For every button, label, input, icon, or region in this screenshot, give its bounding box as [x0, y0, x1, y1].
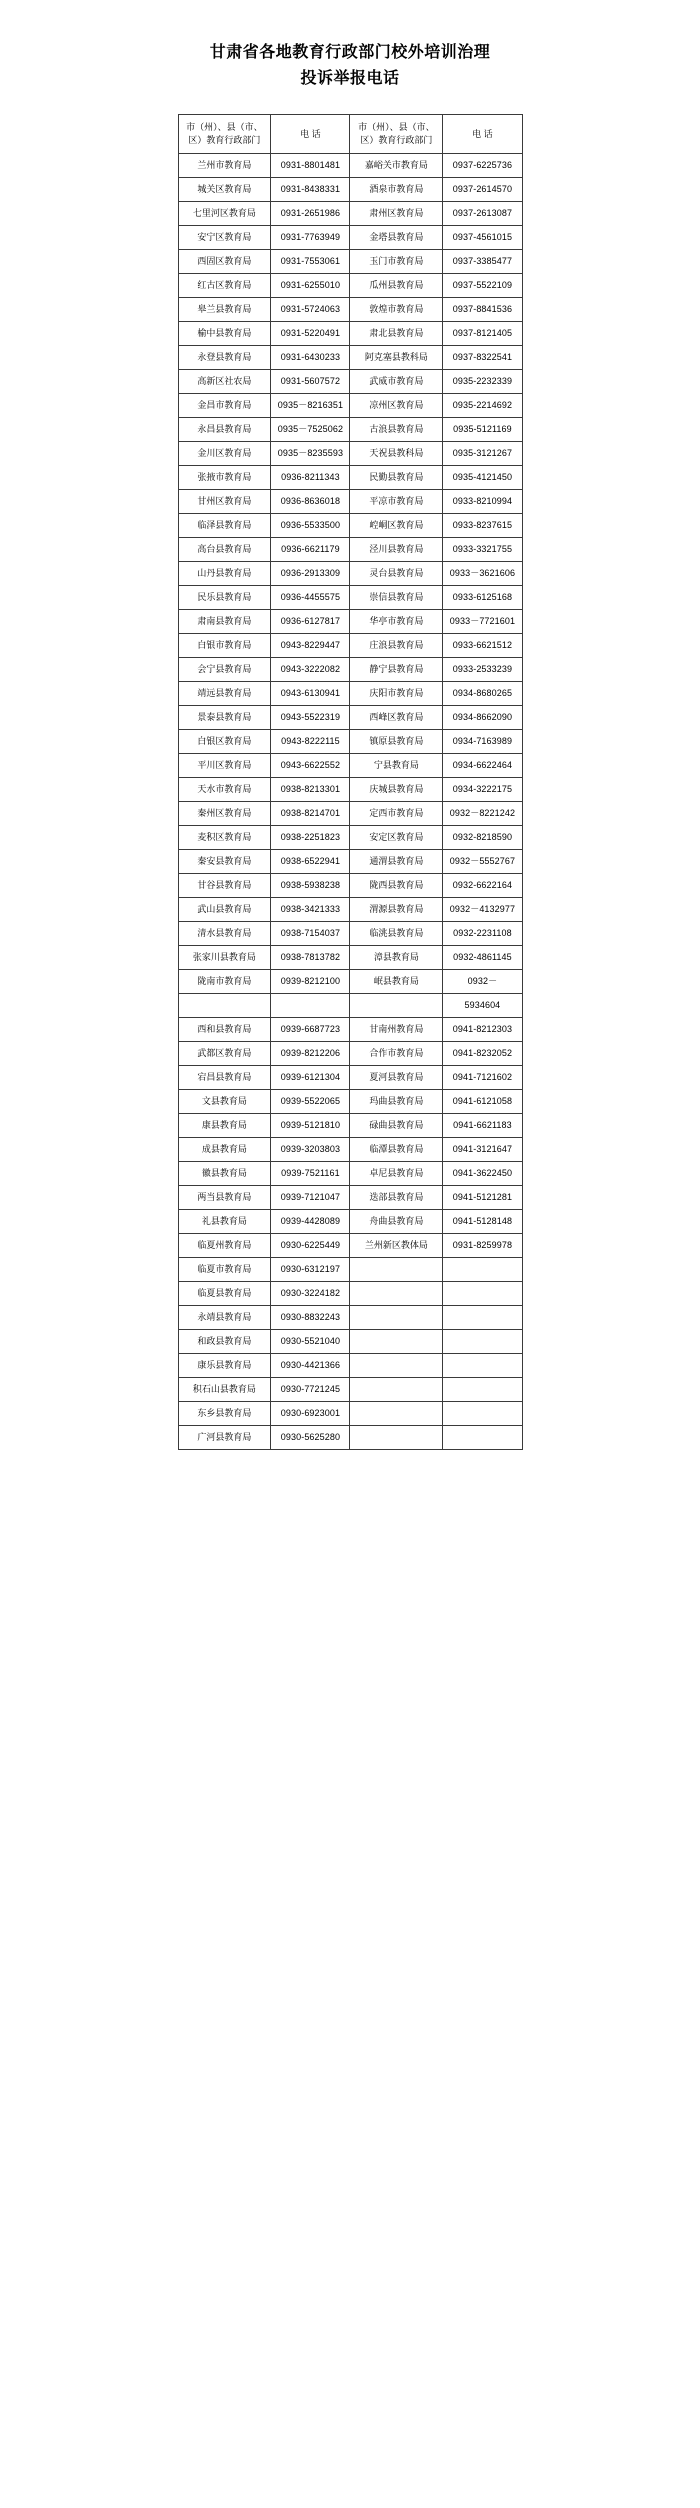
cell-tel-right: 0935-5121169: [443, 418, 522, 442]
cell-tel-right: 0931-8259978: [443, 1234, 522, 1258]
cell-org-right: 天祝县教科局: [350, 442, 443, 466]
table-row: [178, 1186, 522, 1210]
cell-org-left: 临夏县教育局: [178, 1282, 271, 1306]
cell-tel-left: 0935－7525062: [271, 418, 350, 442]
cell-org-left: 和政县教育局: [178, 1330, 271, 1354]
cell-tel-right: 0941-5121281: [443, 1186, 522, 1210]
cell-tel-left: 0936-4455575: [271, 586, 350, 610]
column-header-org-right: 市（州）、县（市、区）教育行政部门: [350, 115, 443, 154]
cell-org-left: 高新区社农局: [178, 370, 271, 394]
cell-org-left: 临夏市教育局: [178, 1258, 271, 1282]
cell-tel-right: 0934-6622464: [443, 754, 522, 778]
table-row: [178, 682, 522, 706]
cell-org-left: 甘谷县教育局: [178, 874, 271, 898]
cell-org-right: 甘南州教育局: [350, 1018, 443, 1042]
cell-tel-left: 0931-8801481: [271, 154, 350, 178]
cell-org-right: 兰州新区教体局: [350, 1234, 443, 1258]
table-row: [178, 1138, 522, 1162]
table-row: [178, 1426, 522, 1450]
cell-org-right: [350, 1306, 443, 1330]
table-row: [178, 1354, 522, 1378]
cell-tel-left: [271, 994, 350, 1018]
cell-tel-left: 0931-6255010: [271, 274, 350, 298]
cell-tel-right: [443, 1282, 522, 1306]
cell-tel-right: 0932-6622164: [443, 874, 522, 898]
table-row: [178, 1018, 522, 1042]
cell-tel-right: [443, 1426, 522, 1450]
cell-org-right: 舟曲县教育局: [350, 1210, 443, 1234]
cell-org-left: 陇南市教育局: [178, 970, 271, 994]
cell-tel-right: [443, 1258, 522, 1282]
cell-org-right: 灵台县教育局: [350, 562, 443, 586]
page-title: [0, 40, 700, 92]
cell-tel-right: 0937-8322541: [443, 346, 522, 370]
cell-org-left: 金昌市教育局: [178, 394, 271, 418]
cell-org-right: [350, 1330, 443, 1354]
table-header-row: [178, 115, 522, 154]
cell-tel-right: 0937-6225736: [443, 154, 522, 178]
cell-tel-left: 0930-5625280: [271, 1426, 350, 1450]
cell-org-right: 酒泉市教育局: [350, 178, 443, 202]
cell-tel-left: 0930-7721245: [271, 1378, 350, 1402]
column-header-org-left: 市（州）、县（市、区）教育行政部门: [178, 115, 271, 154]
table-row: [178, 898, 522, 922]
cell-tel-left: 0939-8212100: [271, 970, 350, 994]
table-row: [178, 1234, 522, 1258]
cell-org-right: 民勤县教育局: [350, 466, 443, 490]
cell-org-left: [178, 994, 271, 1018]
table-body: [178, 154, 522, 1450]
table-row: [178, 634, 522, 658]
cell-tel-right: 0934-8662090: [443, 706, 522, 730]
cell-org-left: 康乐县教育局: [178, 1354, 271, 1378]
cell-tel-left: 0930-6923001: [271, 1402, 350, 1426]
table-row: [178, 298, 522, 322]
cell-org-left: 山丹县教育局: [178, 562, 271, 586]
cell-org-right: [350, 1282, 443, 1306]
cell-tel-left: 0938-8214701: [271, 802, 350, 826]
cell-tel-right: 0932－: [443, 970, 522, 994]
cell-tel-right: 0932－8221242: [443, 802, 522, 826]
cell-org-left: 天水市教育局: [178, 778, 271, 802]
cell-tel-left: 0943-5522319: [271, 706, 350, 730]
cell-org-left: 榆中县教育局: [178, 322, 271, 346]
table-row: [178, 562, 522, 586]
cell-org-right: 崆峒区教育局: [350, 514, 443, 538]
table-row: [178, 226, 522, 250]
cell-tel-left: 0939-7521161: [271, 1162, 350, 1186]
table-row: [178, 490, 522, 514]
cell-tel-right: 0935-4121450: [443, 466, 522, 490]
table-row: [178, 610, 522, 634]
table-row: [178, 394, 522, 418]
cell-org-left: 西固区教育局: [178, 250, 271, 274]
cell-org-left: 文县教育局: [178, 1090, 271, 1114]
cell-tel-left: 0938-5938238: [271, 874, 350, 898]
cell-org-left: 七里河区教育局: [178, 202, 271, 226]
cell-org-left: 民乐县教育局: [178, 586, 271, 610]
cell-org-left: 成县教育局: [178, 1138, 271, 1162]
table-row: [178, 826, 522, 850]
cell-org-right: 漳县教育局: [350, 946, 443, 970]
cell-tel-right: 0937-2614570: [443, 178, 522, 202]
cell-tel-right: 0941-6121058: [443, 1090, 522, 1114]
cell-tel-right: [443, 1354, 522, 1378]
cell-org-right: [350, 1426, 443, 1450]
table-row: [178, 202, 522, 226]
cell-org-right: 嘉峪关市教育局: [350, 154, 443, 178]
cell-tel-right: 0933-6621512: [443, 634, 522, 658]
cell-tel-right: 0937-2613087: [443, 202, 522, 226]
cell-org-right: 岷县教育局: [350, 970, 443, 994]
cell-org-left: 白银区教育局: [178, 730, 271, 754]
cell-tel-left: 0936-8636018: [271, 490, 350, 514]
cell-org-right: 庆城县教育局: [350, 778, 443, 802]
cell-tel-left: 0939-5522065: [271, 1090, 350, 1114]
table-row: [178, 1210, 522, 1234]
cell-org-left: 永登县教育局: [178, 346, 271, 370]
cell-org-right: 瓜州县教育局: [350, 274, 443, 298]
cell-org-right: 敦煌市教育局: [350, 298, 443, 322]
cell-tel-right: 0933-6125168: [443, 586, 522, 610]
table-row: [178, 778, 522, 802]
cell-org-right: 安定区教育局: [350, 826, 443, 850]
cell-org-left: 肃南县教育局: [178, 610, 271, 634]
table-row: [178, 514, 522, 538]
cell-org-left: 兰州市教育局: [178, 154, 271, 178]
cell-tel-right: 0941-6621183: [443, 1114, 522, 1138]
cell-org-left: 康县教育局: [178, 1114, 271, 1138]
cell-org-right: 凉州区教育局: [350, 394, 443, 418]
cell-org-left: 会宁县教育局: [178, 658, 271, 682]
cell-tel-left: 0939-3203803: [271, 1138, 350, 1162]
table-row: [178, 802, 522, 826]
cell-tel-left: 0939-5121810: [271, 1114, 350, 1138]
cell-org-right: 陇西县教育局: [350, 874, 443, 898]
cell-tel-left: 0930-6225449: [271, 1234, 350, 1258]
cell-org-right: [350, 1402, 443, 1426]
cell-org-left: 徽县教育局: [178, 1162, 271, 1186]
cell-tel-left: 0930-8832243: [271, 1306, 350, 1330]
cell-org-left: 东乡县教育局: [178, 1402, 271, 1426]
cell-tel-right: 0933－3621606: [443, 562, 522, 586]
cell-org-right: 玉门市教育局: [350, 250, 443, 274]
cell-org-right: 平凉市教育局: [350, 490, 443, 514]
cell-tel-right: 0933-8210994: [443, 490, 522, 514]
cell-tel-left: 0931-5220491: [271, 322, 350, 346]
phone-table-container: [178, 114, 523, 1450]
cell-org-left: 武都区教育局: [178, 1042, 271, 1066]
cell-org-left: 金川区教育局: [178, 442, 271, 466]
cell-org-left: 白银市教育局: [178, 634, 271, 658]
cell-tel-left: 0930-5521040: [271, 1330, 350, 1354]
cell-tel-left: 0939-6687723: [271, 1018, 350, 1042]
cell-tel-right: 0941-8232052: [443, 1042, 522, 1066]
cell-tel-right: 0933－7721601: [443, 610, 522, 634]
cell-tel-right: 0932－4132977: [443, 898, 522, 922]
cell-tel-right: 5934604: [443, 994, 522, 1018]
cell-org-left: 城关区教育局: [178, 178, 271, 202]
cell-org-left: 积石山县教育局: [178, 1378, 271, 1402]
cell-org-right: 武威市教育局: [350, 370, 443, 394]
cell-org-right: 静宁县教育局: [350, 658, 443, 682]
table-row: [178, 706, 522, 730]
cell-tel-left: 0943-3222082: [271, 658, 350, 682]
cell-tel-left: 0943-8229447: [271, 634, 350, 658]
cell-tel-left: 0931-5724063: [271, 298, 350, 322]
cell-org-left: 靖远县教育局: [178, 682, 271, 706]
cell-org-right: 临潭县教育局: [350, 1138, 443, 1162]
table-row: [178, 1162, 522, 1186]
cell-tel-right: 0932－5552767: [443, 850, 522, 874]
cell-tel-left: 0939-8212206: [271, 1042, 350, 1066]
phone-table: [178, 114, 523, 1450]
table-row: [178, 922, 522, 946]
cell-tel-left: 0936-8211343: [271, 466, 350, 490]
cell-org-left: 安宁区教育局: [178, 226, 271, 250]
cell-tel-left: 0943-8222115: [271, 730, 350, 754]
table-row: [178, 322, 522, 346]
cell-tel-left: 0939-7121047: [271, 1186, 350, 1210]
cell-tel-right: 0941-7121602: [443, 1066, 522, 1090]
column-header-tel-left: 电 话: [271, 115, 350, 154]
cell-tel-right: 0937-4561015: [443, 226, 522, 250]
table-row: [178, 154, 522, 178]
cell-org-right: 临洮县教育局: [350, 922, 443, 946]
cell-org-right: 定西市教育局: [350, 802, 443, 826]
cell-tel-right: 0934-8680265: [443, 682, 522, 706]
cell-tel-left: 0938-2251823: [271, 826, 350, 850]
cell-org-left: 秦州区教育局: [178, 802, 271, 826]
table-row: [178, 178, 522, 202]
cell-tel-left: 0931-6430233: [271, 346, 350, 370]
cell-org-right: 庆阳市教育局: [350, 682, 443, 706]
cell-org-left: 永靖县教育局: [178, 1306, 271, 1330]
table-row: [178, 850, 522, 874]
cell-tel-left: 0931-2651986: [271, 202, 350, 226]
cell-org-right: 崇信县教育局: [350, 586, 443, 610]
cell-tel-right: [443, 1378, 522, 1402]
cell-tel-right: 0937-3385477: [443, 250, 522, 274]
cell-org-left: 永昌县教育局: [178, 418, 271, 442]
cell-org-left: 临泽县教育局: [178, 514, 271, 538]
cell-org-right: 肃北县教育局: [350, 322, 443, 346]
table-row: [178, 370, 522, 394]
table-row: [178, 1282, 522, 1306]
table-row: [178, 418, 522, 442]
cell-org-left: 广河县教育局: [178, 1426, 271, 1450]
cell-tel-left: 0936-6621179: [271, 538, 350, 562]
table-row: [178, 946, 522, 970]
column-header-tel-right: 电 话: [443, 115, 522, 154]
table-row: [178, 1258, 522, 1282]
cell-tel-left: 0931-5607572: [271, 370, 350, 394]
cell-org-left: 清水县教育局: [178, 922, 271, 946]
cell-org-left: 礼县教育局: [178, 1210, 271, 1234]
table-row: [178, 1090, 522, 1114]
cell-tel-left: 0931-8438331: [271, 178, 350, 202]
cell-org-left: 张家川县教育局: [178, 946, 271, 970]
cell-org-left: 秦安县教育局: [178, 850, 271, 874]
table-row: [178, 658, 522, 682]
cell-org-right: 合作市教育局: [350, 1042, 443, 1066]
cell-org-right: [350, 1378, 443, 1402]
cell-tel-left: 0931-7553061: [271, 250, 350, 274]
cell-tel-left: 0936-2913309: [271, 562, 350, 586]
cell-tel-left: 0938-7154037: [271, 922, 350, 946]
cell-org-left: 武山县教育局: [178, 898, 271, 922]
cell-org-right: 碌曲县教育局: [350, 1114, 443, 1138]
cell-tel-left: 0938-6522941: [271, 850, 350, 874]
cell-org-left: 麦积区教育局: [178, 826, 271, 850]
cell-org-right: 华亭市教育局: [350, 610, 443, 634]
cell-org-left: 张掖市教育局: [178, 466, 271, 490]
cell-tel-left: 0938-7813782: [271, 946, 350, 970]
cell-org-left: 西和县教育局: [178, 1018, 271, 1042]
cell-org-right: 镇原县教育局: [350, 730, 443, 754]
cell-org-right: 古浪县教育局: [350, 418, 443, 442]
cell-org-right: 渭源县教育局: [350, 898, 443, 922]
table-row: [178, 466, 522, 490]
cell-org-right: 通渭县教育局: [350, 850, 443, 874]
cell-org-right: 金塔县教育局: [350, 226, 443, 250]
cell-tel-right: 0934-3222175: [443, 778, 522, 802]
table-row: [178, 538, 522, 562]
cell-org-right: 玛曲县教育局: [350, 1090, 443, 1114]
page-title-line-2: 投诉举报电话: [300, 70, 400, 87]
table-row: [178, 346, 522, 370]
cell-tel-right: 0935-2232339: [443, 370, 522, 394]
cell-org-right: [350, 1258, 443, 1282]
cell-org-right: [350, 1354, 443, 1378]
cell-tel-left: 0931-7763949: [271, 226, 350, 250]
cell-tel-right: 0934-7163989: [443, 730, 522, 754]
cell-tel-left: 0930-3224182: [271, 1282, 350, 1306]
page-title-line-1: 甘肃省各地教育行政部门校外培训治理: [209, 44, 491, 61]
cell-org-right: 庄浪县教育局: [350, 634, 443, 658]
cell-tel-right: 0932-8218590: [443, 826, 522, 850]
table-row: [178, 1042, 522, 1066]
cell-tel-left: 0943-6622552: [271, 754, 350, 778]
cell-org-right: 卓尼县教育局: [350, 1162, 443, 1186]
cell-tel-left: 0943-6130941: [271, 682, 350, 706]
cell-tel-right: [443, 1330, 522, 1354]
table-row: [178, 442, 522, 466]
cell-org-left: 景泰县教育局: [178, 706, 271, 730]
cell-tel-left: 0930-4421366: [271, 1354, 350, 1378]
cell-tel-right: 0935-3121267: [443, 442, 522, 466]
cell-tel-left: 0939-6121304: [271, 1066, 350, 1090]
table-row: [178, 1114, 522, 1138]
table-row: [178, 1402, 522, 1426]
cell-tel-right: 0932-4861145: [443, 946, 522, 970]
cell-org-left: 临夏州教育局: [178, 1234, 271, 1258]
table-row: [178, 730, 522, 754]
cell-tel-right: [443, 1306, 522, 1330]
cell-org-right: 迭部县教育局: [350, 1186, 443, 1210]
cell-tel-left: 0935－8235593: [271, 442, 350, 466]
cell-org-right: [350, 994, 443, 1018]
cell-org-left: 宕昌县教育局: [178, 1066, 271, 1090]
cell-org-left: 皋兰县教育局: [178, 298, 271, 322]
cell-org-left: 高台县教育局: [178, 538, 271, 562]
cell-tel-left: 0938-8213301: [271, 778, 350, 802]
table-row: [178, 1066, 522, 1090]
cell-org-left: 两当县教育局: [178, 1186, 271, 1210]
cell-org-right: 肃州区教育局: [350, 202, 443, 226]
cell-tel-right: 0937-8121405: [443, 322, 522, 346]
cell-tel-left: 0936-6127817: [271, 610, 350, 634]
cell-tel-right: 0937-5522109: [443, 274, 522, 298]
cell-tel-right: 0937-8841536: [443, 298, 522, 322]
cell-tel-right: 0933-8237615: [443, 514, 522, 538]
cell-tel-left: 0930-6312197: [271, 1258, 350, 1282]
cell-tel-right: 0933-2533239: [443, 658, 522, 682]
cell-tel-right: 0941-3121647: [443, 1138, 522, 1162]
cell-org-right: 阿克塞县教科局: [350, 346, 443, 370]
cell-tel-right: 0932-2231108: [443, 922, 522, 946]
cell-org-left: 红古区教育局: [178, 274, 271, 298]
cell-org-left: 甘州区教育局: [178, 490, 271, 514]
cell-tel-left: 0938-3421333: [271, 898, 350, 922]
table-row: [178, 1306, 522, 1330]
cell-org-right: 夏河县教育局: [350, 1066, 443, 1090]
cell-tel-right: 0935-2214692: [443, 394, 522, 418]
cell-tel-right: [443, 1402, 522, 1426]
table-row: [178, 754, 522, 778]
cell-org-right: 宁县教育局: [350, 754, 443, 778]
cell-org-left: 平川区教育局: [178, 754, 271, 778]
cell-tel-right: 0941-3622450: [443, 1162, 522, 1186]
cell-tel-right: 0941-8212303: [443, 1018, 522, 1042]
table-row: [178, 970, 522, 994]
table-row: [178, 1330, 522, 1354]
cell-tel-left: 0935－8216351: [271, 394, 350, 418]
table-row: [178, 250, 522, 274]
table-row: [178, 1378, 522, 1402]
table-row: [178, 586, 522, 610]
table-row: [178, 274, 522, 298]
cell-tel-left: 0936-5533500: [271, 514, 350, 538]
cell-tel-left: 0939-4428089: [271, 1210, 350, 1234]
cell-tel-right: 0933-3321755: [443, 538, 522, 562]
table-row: [178, 994, 522, 1018]
table-row: [178, 874, 522, 898]
cell-tel-right: 0941-5128148: [443, 1210, 522, 1234]
cell-org-right: 泾川县教育局: [350, 538, 443, 562]
cell-org-right: 西峰区教育局: [350, 706, 443, 730]
